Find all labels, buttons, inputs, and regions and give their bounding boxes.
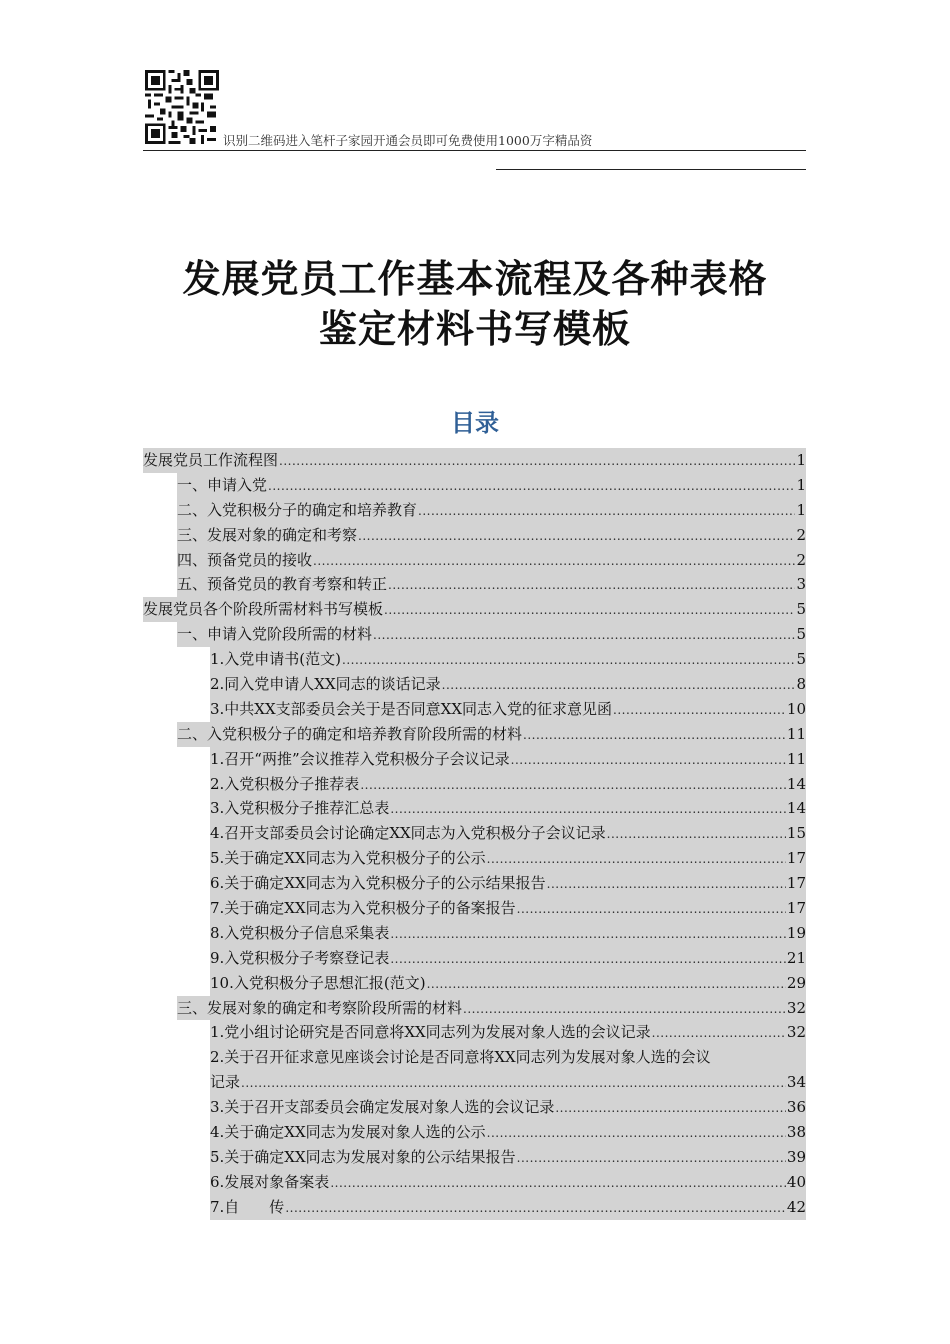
header-rule — [143, 150, 806, 151]
toc-entry-title: 7.自 传 — [210, 1197, 285, 1216]
toc-dot-leader — [607, 822, 786, 846]
toc-entry[interactable] — [210, 971, 806, 996]
toc-entry-title: 9.入党积极分子考察登记表 — [210, 948, 390, 967]
toc-entry[interactable] — [210, 921, 806, 946]
toc-entry-title: 6.发展对象备案表 — [210, 1172, 330, 1191]
toc-entry-title: 4.关于确定XX同志为发展对象人选的公示 — [210, 1123, 486, 1142]
toc-dot-leader — [285, 1196, 786, 1220]
toc-entry-title: 3.中共XX支部委员会关于是否同意XX同志入党的征求意见函 — [210, 699, 613, 718]
toc-entry[interactable] — [210, 1170, 806, 1195]
toc-entry-title: 1.党小组讨论研究是否同意将XX同志列为发展对象人选的会议记录 — [210, 1023, 651, 1042]
toc-entry[interactable] — [210, 896, 806, 921]
toc-entry-page: 36 — [786, 1098, 806, 1117]
toc-entry-title: 7.关于确定XX同志为入党积极分子的备案报告 — [210, 899, 516, 918]
toc-entry[interactable] — [210, 871, 806, 896]
toc-dot-leader — [241, 1071, 786, 1095]
toc-entry-page: 2 — [796, 525, 806, 544]
toc-entry[interactable] — [177, 622, 806, 647]
toc-entry-title: 记录 — [210, 1073, 241, 1092]
toc-entry[interactable] — [210, 1045, 806, 1070]
toc-dot-leader — [418, 499, 795, 523]
toc-entry-page: 17 — [786, 874, 806, 893]
toc-entry[interactable] — [210, 1195, 806, 1220]
toc-entry-page: 34 — [786, 1073, 806, 1092]
toc-entry-page: 1 — [796, 500, 806, 519]
document-title-line-2: 鉴定材料书写模板 — [318, 306, 631, 351]
toc-entry[interactable] — [210, 697, 806, 722]
toc-entry-page: 39 — [786, 1147, 806, 1166]
toc-entry[interactable] — [210, 1120, 806, 1145]
toc-entry[interactable] — [177, 572, 806, 597]
qr-code — [145, 70, 219, 144]
toc-entry-page: 29 — [786, 973, 806, 992]
toc-entry-page: 5 — [796, 600, 806, 619]
toc-entry-title: 三、发展对象的确定和考察阶段所需的材料 — [177, 998, 463, 1017]
toc-dot-leader — [384, 598, 795, 622]
toc-dot-leader — [487, 847, 786, 871]
toc-entry-page: 38 — [786, 1123, 806, 1142]
toc-entry[interactable] — [143, 597, 806, 622]
toc-entry-title: 三、发展对象的确定和考察 — [177, 525, 358, 544]
toc-dot-leader — [390, 947, 786, 971]
toc-entry-title: 2.入党积极分子推荐表 — [210, 774, 360, 793]
toc-entry-page: 14 — [786, 799, 806, 818]
toc-entry[interactable] — [210, 821, 806, 846]
toc-dot-leader — [487, 1121, 786, 1145]
toc-entry-page: 17 — [786, 899, 806, 918]
toc-entry-page: 5 — [796, 650, 806, 669]
toc-entry-title: 8.入党积极分子信息采集表 — [210, 923, 390, 942]
toc-dot-leader — [463, 997, 786, 1021]
toc-heading: 目录 — [451, 408, 499, 437]
toc-entry-title: 1.召开“两推”会议推荐入党积极分子会议记录 — [210, 749, 510, 768]
toc-entry-title: 5.关于确定XX同志为入党积极分子的公示 — [210, 849, 486, 868]
toc-entry-page: 19 — [786, 923, 806, 942]
toc-entry-page: 1 — [796, 475, 806, 494]
toc-entry-title: 一、申请入党 — [177, 475, 268, 494]
toc-entry-title: 3.关于召开支部委员会确定发展对象人选的会议记录 — [210, 1098, 555, 1117]
toc-entry-page: 11 — [786, 724, 806, 743]
toc-dot-leader — [313, 549, 795, 573]
toc-dot-leader — [342, 648, 795, 672]
document-title-line-1: 发展党员工作基本流程及各种表格 — [182, 256, 768, 301]
toc-dot-leader — [547, 872, 786, 896]
toc-entry[interactable] — [210, 796, 806, 821]
toc-entry[interactable] — [210, 647, 806, 672]
header-rule-short — [496, 169, 806, 170]
toc-entry-title: 2.同入党申请人XX同志的谈话记录 — [210, 675, 441, 694]
toc-entry-page: 40 — [786, 1172, 806, 1191]
toc-entry-title: 二、入党积极分子的确定和培养教育阶段所需的材料 — [177, 724, 523, 743]
toc-dot-leader — [517, 897, 786, 921]
toc-entry-title: 四、预备党员的接收 — [177, 550, 313, 569]
toc-dot-leader — [373, 623, 795, 647]
toc-entry-page: 14 — [786, 774, 806, 793]
toc-entry-title: 发展党员工作流程图 — [143, 451, 279, 469]
toc-entry[interactable] — [210, 1070, 806, 1095]
toc-entry-page: 17 — [786, 849, 806, 868]
toc-entry-title: 1.入党申请书(范文) — [210, 650, 342, 669]
toc-dot-leader — [511, 748, 786, 772]
toc-dot-leader — [390, 797, 786, 821]
toc-entry-title: 发展党员各个阶段所需材料书写模板 — [143, 600, 384, 619]
toc-entry[interactable] — [210, 846, 806, 871]
toc-entry-title: 4.召开支部委员会讨论确定XX同志为入党积极分子会议记录 — [210, 824, 606, 843]
toc-entry-title: 3.入党积极分子推荐汇总表 — [210, 799, 390, 818]
toc-entry-page: 1 — [796, 451, 806, 469]
toc-dot-leader — [517, 1146, 786, 1170]
toc-entry-page: 11 — [786, 749, 806, 768]
toc-entry-title: 二、入党积极分子的确定和培养教育 — [177, 500, 418, 519]
toc-dot-leader — [268, 474, 795, 498]
toc-entry[interactable] — [210, 1095, 806, 1120]
toc-dot-leader — [652, 1021, 786, 1045]
toc-entry[interactable] — [177, 996, 806, 1021]
toc-entry[interactable] — [177, 498, 806, 523]
toc-entry-title: 一、申请入党阶段所需的材料 — [177, 625, 373, 644]
toc-entry[interactable] — [210, 672, 806, 697]
toc-entry-title: 五、预备党员的教育考察和转正 — [177, 575, 388, 594]
toc-entry[interactable] — [177, 473, 806, 498]
toc-entry-page: 32 — [786, 998, 806, 1017]
table-of-contents — [143, 448, 806, 1220]
toc-entry-title: 6.关于确定XX同志为入党积极分子的公示结果报告 — [210, 874, 546, 893]
toc-entry[interactable] — [210, 1020, 806, 1045]
toc-entry-title: 10.入党积极分子思想汇报(范文) — [210, 973, 426, 992]
toc-dot-leader — [330, 1171, 786, 1195]
toc-entry[interactable] — [210, 946, 806, 971]
toc-entry-page: 5 — [796, 625, 806, 644]
toc-entry-page: 10 — [786, 699, 806, 718]
toc-dot-leader — [613, 698, 786, 722]
toc-dot-leader — [427, 972, 786, 996]
toc-entry-page: 15 — [786, 824, 806, 843]
toc-dot-leader — [523, 723, 786, 747]
toc-entry-page: 42 — [786, 1197, 806, 1216]
toc-dot-leader — [555, 1096, 786, 1120]
toc-entry-page: 2 — [796, 550, 806, 569]
toc-dot-leader — [279, 449, 795, 473]
toc-entry[interactable] — [143, 448, 806, 473]
toc-entry[interactable] — [210, 747, 806, 772]
toc-entry[interactable] — [177, 548, 806, 573]
toc-dot-leader — [360, 773, 786, 797]
toc-entry-title: 5.关于确定XX同志为发展对象的公示结果报告 — [210, 1147, 516, 1166]
toc-entry[interactable] — [210, 772, 806, 797]
toc-entry[interactable] — [210, 1145, 806, 1170]
toc-dot-leader — [388, 573, 795, 597]
header-note: 识别二维码进入笔杆子家园开通会员即可免费使用1000万字精品资 — [223, 133, 593, 148]
toc-entry[interactable] — [177, 523, 806, 548]
toc-dot-leader — [358, 524, 795, 548]
toc-dot-leader — [390, 922, 786, 946]
toc-entry[interactable] — [177, 722, 806, 747]
toc-entry-page: 32 — [786, 1023, 806, 1042]
toc-entry-page: 3 — [796, 575, 806, 594]
toc-entry-title: 2.关于召开征求意见座谈会讨论是否同意将XX同志列为发展对象人选的会议 — [210, 1048, 711, 1067]
toc-entry-page: 8 — [796, 675, 806, 694]
toc-dot-leader — [442, 673, 796, 697]
toc-entry-page: 21 — [786, 948, 806, 967]
